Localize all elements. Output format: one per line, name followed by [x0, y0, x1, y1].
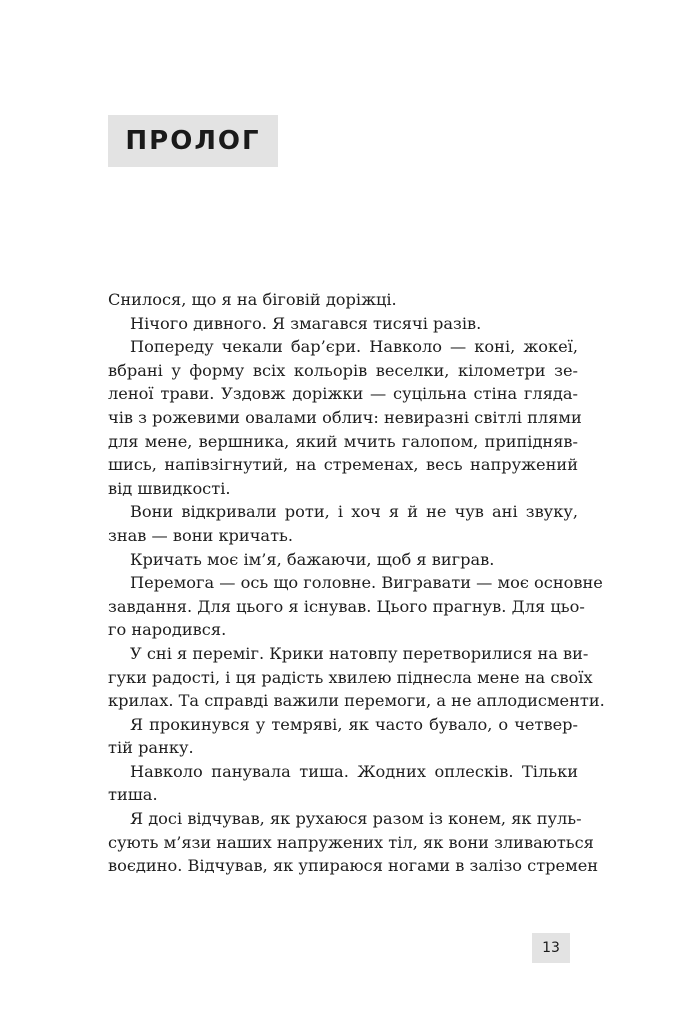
text-line: леної трави. Уздовж доріжки — суцільна стіна гляда- [108, 384, 578, 404]
text-line: Кричать моє ім’я, бажаючи, щоб я виграв. [130, 549, 495, 569]
text-line: Вони відкривали роти, і хоч я й не чув ані звуку, [130, 502, 578, 522]
text-line: Я прокинувся у темряві, як часто бувало, о четвер- [130, 714, 578, 734]
text-line: від швидкості. [108, 478, 231, 498]
text-line: Навколо панувала тиша. Жодних оплесків. Тільки [130, 761, 578, 781]
text-line: тій ранку. [108, 738, 194, 758]
text-line: Снилося, що я на біговій доріжці. [108, 290, 397, 309]
text-line: завдання. Для цього я існував. Цього прагнув. Для цьо- [108, 596, 585, 616]
text-line: крилах. Та справді важили перемоги, а не аплодисменти. [108, 691, 605, 711]
text-line: Перемога — ось що головне. Вигравати — моє основне [130, 573, 603, 593]
text-line: Нічого дивного. Я змагався тисячі разів. [130, 313, 482, 333]
chapter-heading [108, 115, 278, 167]
body-text [108, 288, 605, 878]
text-line: вбрані у форму всіх кольорів веселки, кілометри зе- [108, 360, 578, 380]
text-line: воєдино. Відчував, як упираюся ногами в залізо стремен [108, 856, 599, 876]
text-line: сують м’язи наших напружених тіл, як вони зливаються [108, 832, 594, 852]
text-line: тиша. [108, 785, 158, 805]
text-line: гуки радості, і ця радість хвилею піднесла мене на своїх [108, 667, 593, 687]
text-line: для мене, вершника, який мчить галопом, припідняв- [108, 431, 578, 451]
page-number-box [532, 933, 570, 963]
chapter-title: ПРОЛОГ [125, 126, 261, 156]
text-line: го народився. [108, 620, 227, 640]
text-line: шись, напівзігнутий, на стременах, весь напружений [108, 455, 578, 475]
text-line: У сні я переміг. Крики натовпу перетворилися на ви- [130, 643, 589, 663]
text-line: Попереду чекали бар’єри. Навколо — коні, жокеї, [130, 337, 578, 357]
text-line: знав — вони кричать. [108, 525, 293, 545]
page-number: 13 [542, 940, 560, 956]
text-line: Я досі відчував, як рухаюся разом із конем, як пуль- [130, 809, 582, 829]
text-line: чів з рожевими овалами облич: невиразні світлі плями [108, 407, 582, 427]
